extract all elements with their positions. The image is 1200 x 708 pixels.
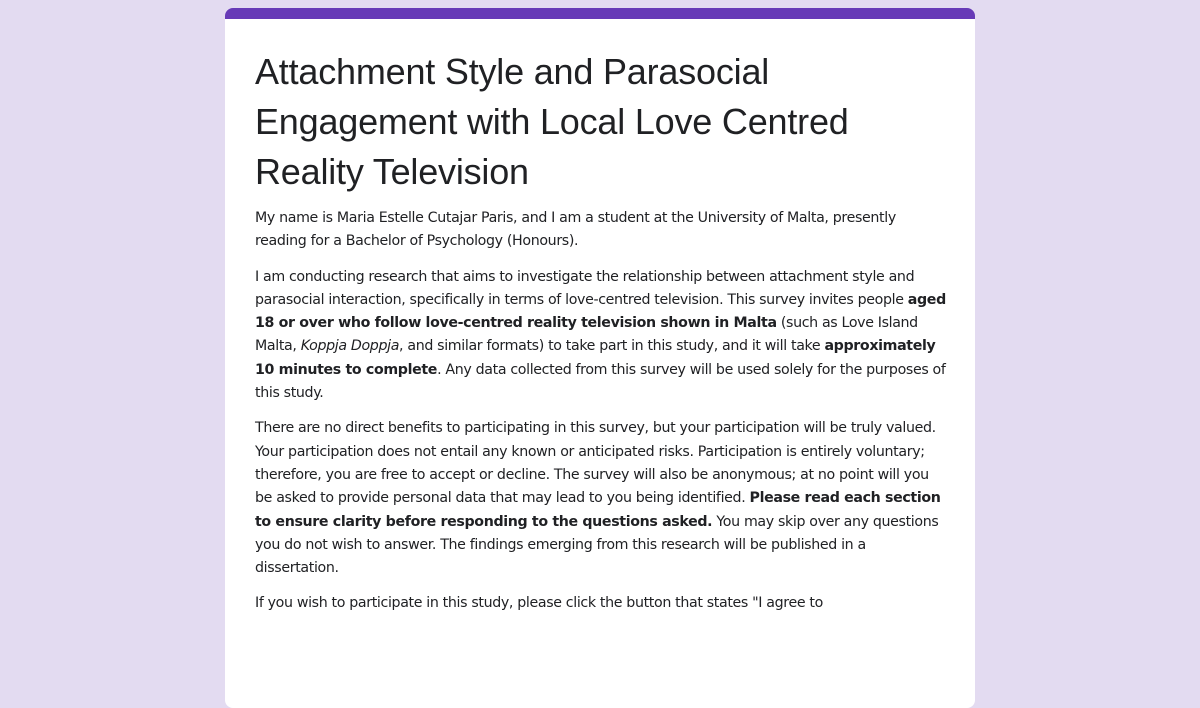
description-benefits (255, 417, 947, 580)
form-header-content (225, 19, 975, 616)
research-italic-show: Koppja Doppja (300, 338, 400, 355)
research-text-2: (such as Love Island Malta, (255, 315, 918, 355)
benefits-text-2: You may skip over any questions you do not wish to answer. The findings emerging from this research will be published in a dissertation. (255, 513, 939, 577)
description-research (255, 266, 947, 406)
description-participate: If you wish to participate in this study, please click the button that states "I agree to (255, 595, 823, 612)
form-header-card (225, 8, 975, 708)
form-description (255, 207, 947, 616)
research-bold-duration: approximately 10 minutes to complete (255, 338, 936, 378)
research-text-3: , and similar formats) to take part in this study, and it will take (399, 338, 825, 355)
description-intro: My name is Maria Estelle Cutajar Paris, and I am a student at the University of Malta, presently reading for a Bachelor of Psychology (Honours). (255, 210, 896, 250)
research-text-4: . Any data collected from this survey will be used solely for the purposes of this study. (255, 361, 946, 402)
research-text-1: I am conducting research that aims to investigate the relationship between attachment style and parasocial interaction, specifically in terms of love-centred television. This survey invites people (255, 268, 915, 308)
benefits-bold-instruction: Please read each section to ensure clarity before responding to the questions asked. (255, 490, 941, 530)
research-bold-audience: aged 18 or over who follow love-centred reality television shown in Malta (255, 291, 946, 332)
form-title: Attachment Style and Parasocial Engagement with Local Love Centred Reality Television (255, 51, 849, 192)
benefits-text-1: There are no direct benefits to participating in this survey, but your participation will be truly valued. Your participation does not entail any known or anticipated risks. Participation is entirely voluntary; therefore, you are free to accept or decline. The survey will also be anonymous; at no point will you be asked to provide personal data that may lead to you being identified. (255, 420, 936, 507)
